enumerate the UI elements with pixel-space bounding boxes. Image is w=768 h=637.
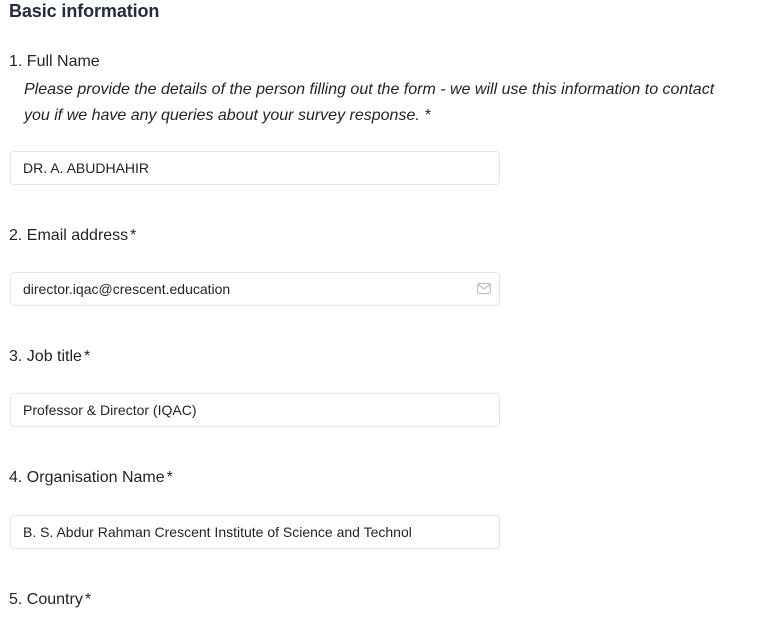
organisation-value: B. S. Abdur Rahman Crescent Institute of Science and Technol (23, 524, 412, 540)
question-label-text: 5. Country (9, 591, 83, 608)
question-label-full-name (9, 53, 100, 71)
required-marker: * (83, 348, 91, 365)
section-title: Basic information (9, 1, 160, 21)
question-label-text: 4. Organisation Name (9, 469, 165, 486)
email-value: director.iqac@crescent.education (23, 281, 231, 297)
question-label-country (9, 591, 91, 609)
required-marker: * (130, 227, 137, 244)
organisation-input[interactable] (10, 515, 500, 549)
question-help-full-name: Please provide the details of the person filling out the form - we will use this information to contact you if we have any queries about your survey response. * (24, 81, 715, 124)
question-label-text: 1. Full Name (9, 53, 100, 70)
question-label-text: 2. Email address (9, 227, 129, 244)
job-title-input[interactable] (10, 393, 500, 427)
question-label-email (9, 227, 136, 245)
email-input[interactable] (10, 272, 500, 306)
required-marker: * (84, 591, 92, 608)
full-name-value: DR. A. ABUDHAHIR (23, 160, 150, 176)
mail-icon (477, 283, 491, 294)
question-label-text: 3. Job title (9, 348, 82, 365)
job-title-value: Professor & Director (IQAC) (23, 402, 197, 418)
question-label-organisation (9, 469, 173, 487)
question-label-job-title (9, 348, 90, 366)
required-marker: * (166, 469, 173, 486)
full-name-input[interactable] (10, 151, 500, 185)
